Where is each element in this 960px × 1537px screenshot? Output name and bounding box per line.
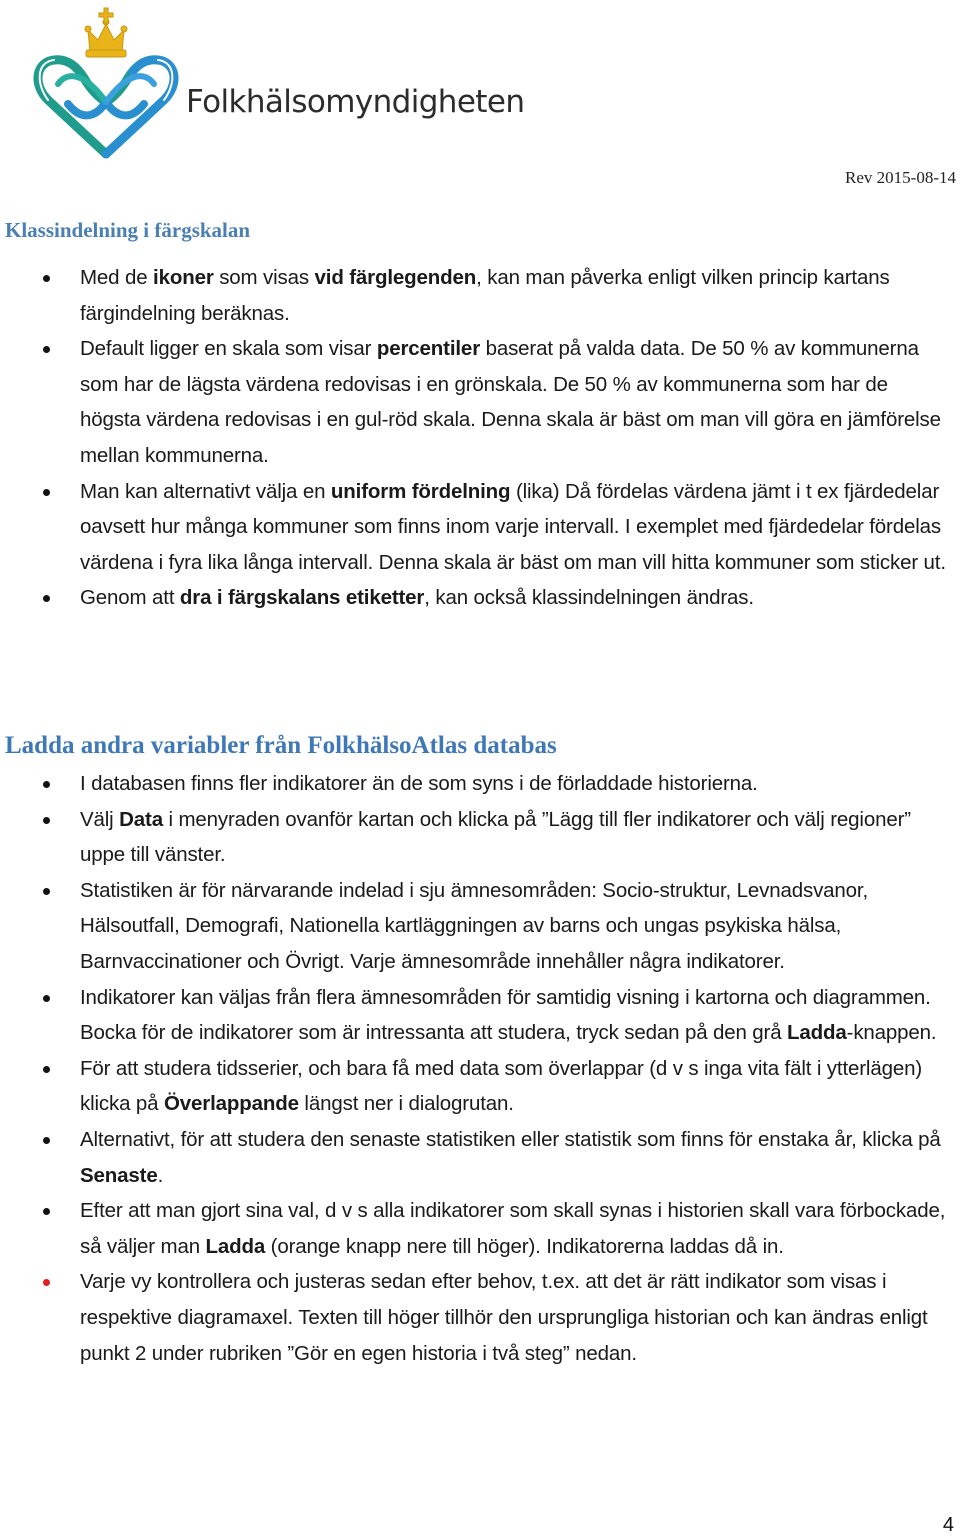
list-item [0,1122,960,1193]
list-item [0,580,960,616]
bold-text: vid färglegenden [314,266,477,289]
list-item-text: -knappen. [846,1021,937,1045]
section-heading-klassindelning: Klassindelning i färgskalan [5,218,251,242]
agency-logo-icon [28,4,198,160]
list-item [0,260,960,331]
list-item-text: I databasen finns fler indikatorer än de som syns i de förladdade historierna. [80,772,758,795]
list-item-text: Alternativt, för att studera den senaste statistiken eller statistik som finns för enstaka år, klicka på [80,1127,941,1151]
bold-text: Senaste [80,1163,158,1187]
list-item-text: Indikatorer kan väljas från flera ämnesområden för samtidig visning i kartorna och diagrammen. Bocka för de indikatorer som är intressanta att studera, tryck sedan på den grå [80,985,931,1045]
bullet-icon [43,346,50,353]
bullet-icon [43,1208,50,1215]
list-item-text: . [157,1163,164,1187]
bullet-list-klassindelning [0,260,960,616]
bullet-icon [43,595,50,602]
list-item-text: Genom att [80,586,180,610]
bold-text: uniform fördelning [330,479,511,503]
bold-text: Överlappande [163,1092,299,1116]
list-item-text: För att studera tidsserier, och bara få med data som överlappar (d v s inga vita fält i ytterlägen) klicka på [80,1056,923,1116]
bullet-icon [43,489,50,496]
list-item-text: Varje vy kontrollera och justeras sedan efter behov, t.ex. att det är rätt indikator som visas i respektive diagramaxel. Texten till höger tillhör den ursprungliga historian och kan ändras enligt punkt 2 under rubriken ”Gör en egen historia i två steg” nedan. [80,1270,928,1365]
list-item-text: Efter att man gjort sina val, d v s alla indikatorer som skall synas i historien skall vara förbockade, så väljer man [80,1199,946,1258]
bold-text: dra i färgskalans etiketter [179,586,425,610]
bullet-icon [43,817,50,824]
bullet-icon [43,995,50,1002]
list-item-text: i menyraden ovanför kartan och klicka på ”Lägg till fler indikatorer och välj regioner” uppe till vänster. [80,807,911,867]
section-heading-ladda: Ladda andra variabler från FolkhälsoAtlas databas [5,732,557,759]
list-item-text: baserat på valda data. De 50 % av kommunerna som har de lägsta värdena redovisas i en grönskala. De 50 % av kommunerna som har de högsta värdena redovisas i en gul-röd skala. Denna skala är bäst om man vill göra en jämförelse mellan kommunerna. [80,337,941,467]
bold-text: ikoner [153,266,214,289]
list-item [0,331,960,473]
bullet-icon [43,1137,50,1144]
list-item-text: Med de [80,266,154,289]
page-number: 4 [942,1514,954,1536]
list-item-text: längst ner i dialogrutan. [298,1092,514,1116]
list-item [0,873,960,980]
list-item-text: Välj [80,807,120,831]
bold-text: Ladda [205,1234,266,1258]
bullet-icon [43,275,50,282]
bullet-icon [43,781,50,788]
list-item [0,980,960,1051]
list-item-text: (lika) Då fördelas värdena jämt i t ex fjärdedelar oavsett hur många kommuner som finns inom varje intervall. I exemplet med fjärdedelar fördelas värdena i fyra lika långa intervall. Denna skala är bäst om man vill hitta kommuner som sticker ut. [80,479,946,574]
revision-date: Rev 2015-08-14 [845,168,956,187]
bullet-icon [43,888,50,895]
list-item [0,766,960,802]
list-item-text: , kan också klassindelningen ändras. [424,586,754,610]
logo-text: Folkhälsomyndigheten [186,84,525,120]
list-item [0,474,960,581]
list-item [0,1193,960,1264]
list-item-text: som visas [213,266,315,289]
bold-text: percentiler [376,337,481,361]
bullet-list-ladda [0,766,960,1371]
list-item [0,1051,960,1122]
list-item [0,1264,960,1371]
bold-text: Ladda [787,1021,847,1045]
bullet-icon [43,1066,50,1073]
list-item-text: Man kan alternativt välja en [80,479,331,503]
list-item-text: Default ligger en skala som visar [80,337,377,361]
list-item-text: (orange knapp nere till höger). Indikatorerna laddas då in. [265,1234,784,1258]
list-item-text: Statistiken är för närvarande indelad i sju ämnesområden: Socio-struktur, Levnadsvanor, Hälsoutfall, Demografi, Nationella kartläggningen av barns och ungas psykiska hälsa, Barnvaccinationer och Övrigt. Varje ämnesområde innehåller några indikatorer. [80,878,869,973]
list-item [0,802,960,873]
bullet-icon [43,1279,50,1286]
bold-text: Data [119,807,163,831]
list-item-text: , kan man påverka enligt vilken princip kartans färgindelning beräknas. [80,266,890,325]
